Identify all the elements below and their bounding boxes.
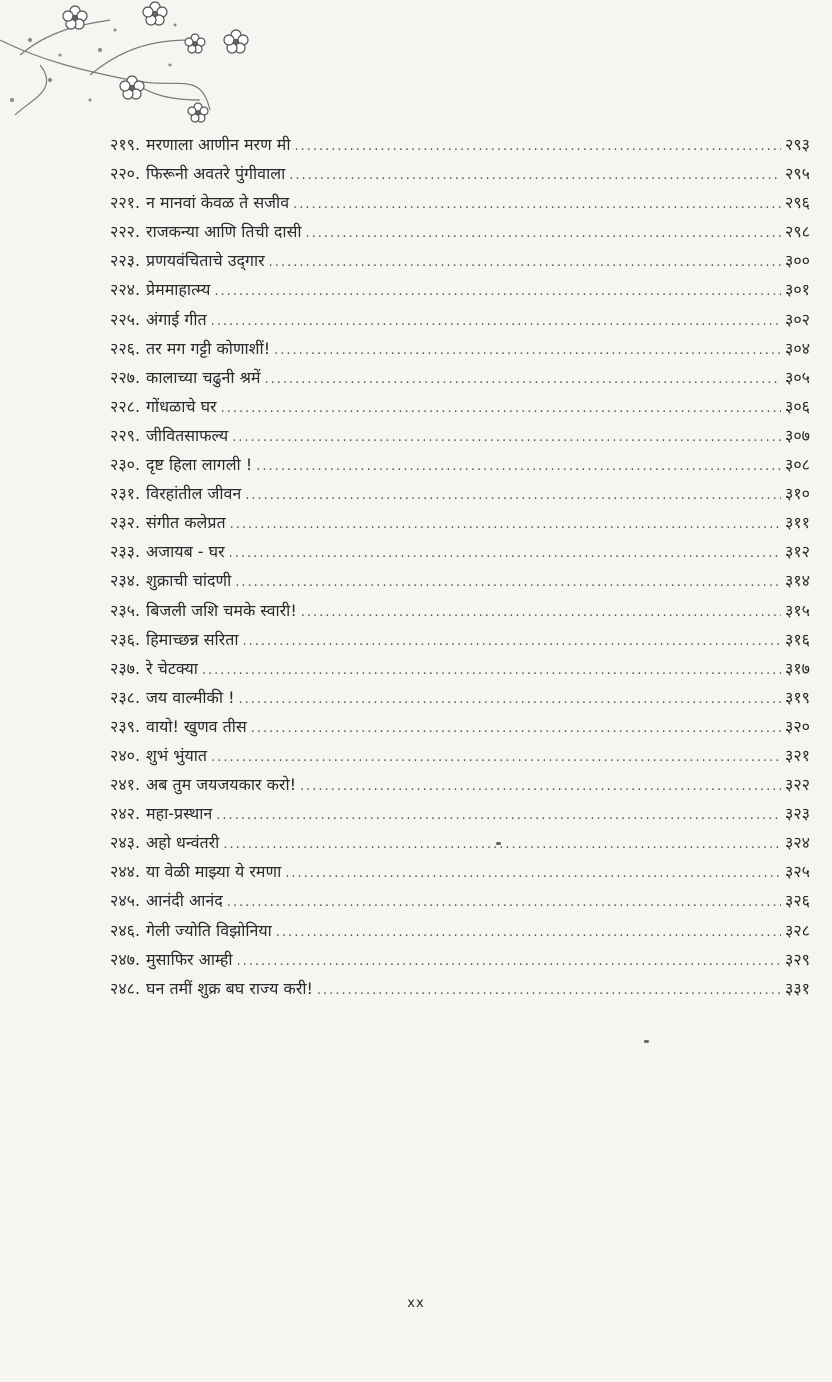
entry-number: २४४. [110, 862, 141, 882]
entry-page: ३२० [785, 716, 810, 736]
entry-number: २३४. [110, 571, 141, 591]
dot-leader [289, 168, 781, 183]
toc-entry [110, 802, 810, 831]
dot-leader [229, 546, 781, 561]
toc-entry [110, 133, 810, 162]
entry-title: प्रेममाहात्म्य [146, 280, 211, 300]
entry-title: जीवितसाफल्य [146, 425, 229, 445]
entry-page: ३११ [785, 513, 810, 533]
entry-title: या वेळी माझ्या ये रमणा [146, 862, 282, 882]
entry-number: २२६. [110, 338, 141, 358]
entry-title: अंगाई गीत [146, 309, 207, 329]
toc-entry [110, 453, 810, 482]
dot-leader [227, 895, 781, 910]
toc-entry [110, 744, 810, 773]
entry-number: २२१. [110, 193, 141, 213]
toc-entry [110, 686, 810, 715]
entry-title: शुभं भुंयात [146, 745, 208, 765]
toc-entry [110, 773, 810, 802]
entry-number: २४३. [110, 833, 141, 853]
toc-entry [110, 220, 810, 249]
dot-leader [237, 954, 782, 969]
toc-entry [110, 657, 810, 686]
entry-page: २९३ [785, 135, 810, 154]
dot-leader [293, 197, 781, 212]
toc-entry [110, 191, 810, 220]
entry-page: ३२६ [785, 891, 810, 911]
entry-number: २३८. [110, 687, 141, 707]
entry-title: गेली ज्योति विझोनिया [146, 920, 272, 940]
entry-page: ३०५ [785, 367, 810, 387]
entry-page: ३१६ [785, 629, 810, 649]
entry-title: न मानवां केवळ ते सजीव [146, 193, 290, 213]
entry-page: ३२८ [785, 920, 810, 940]
toc-entry [110, 715, 810, 744]
dot-leader [230, 517, 781, 532]
entry-number: २२३. [110, 251, 141, 271]
entry-title: अजायब - घर [146, 542, 225, 562]
dot-leader [306, 226, 782, 241]
entry-page: २९५ [785, 164, 810, 184]
dot-leader [265, 372, 782, 387]
entry-page: ३१२ [785, 542, 810, 562]
toc-entry [110, 569, 810, 598]
ink-speck [644, 1040, 649, 1043]
entry-page: ३२१ [785, 745, 810, 765]
entry-number: २४७. [110, 949, 141, 969]
dot-leader [317, 983, 781, 998]
toc-entry [110, 977, 810, 1006]
entry-page: ३१५ [785, 600, 810, 620]
dot-leader [245, 488, 781, 503]
dot-leader [202, 663, 781, 678]
dot-leader [269, 255, 781, 270]
entry-page: ३२५ [785, 862, 810, 882]
dot-leader [256, 459, 781, 474]
floral-branch-icon [0, 0, 260, 130]
entry-number: २३५. [110, 600, 141, 620]
dot-leader [214, 284, 781, 299]
toc-entry [110, 249, 810, 278]
entry-number: २३३. [110, 542, 141, 562]
dot-leader [239, 692, 782, 707]
dot-leader [235, 575, 781, 590]
entry-number: २२२. [110, 222, 141, 242]
entry-number: २२०. [110, 164, 141, 184]
entry-number: २३१. [110, 484, 141, 504]
entry-page: ३१४ [785, 571, 810, 591]
entry-number: २३२. [110, 513, 141, 533]
toc-entry [110, 860, 810, 889]
toc-entry [110, 366, 810, 395]
toc-entry [110, 599, 810, 628]
dot-leader [211, 750, 781, 765]
entry-number: २४१. [110, 775, 141, 795]
entry-title: अहो धन्वंतरी [146, 833, 220, 853]
toc-entry [110, 831, 810, 860]
entry-number: २४५. [110, 891, 141, 911]
dot-leader [285, 866, 781, 881]
entry-page: ३०४ [785, 338, 810, 358]
toc-entry [110, 482, 810, 511]
entry-page: ३०१ [785, 280, 810, 300]
entry-title: दृष्ट हिला लागली ! [146, 455, 253, 475]
dot-leader [300, 779, 781, 794]
entry-number: २४८. [110, 978, 141, 998]
toc-entry [110, 511, 810, 540]
entry-page: ३२२ [785, 775, 810, 795]
dot-leader [294, 139, 781, 154]
page-number: xx [407, 1296, 425, 1311]
toc-entry [110, 278, 810, 307]
entry-number: २२४. [110, 280, 141, 300]
entry-title: शुक्राची चांदणी [146, 571, 232, 591]
entry-page: ३०८ [785, 455, 810, 475]
dot-leader [232, 430, 781, 445]
entry-title: महा-प्रस्थान [146, 804, 213, 824]
entry-number: २२७. [110, 367, 141, 387]
entry-number: २४०. [110, 745, 141, 765]
entry-number: २४६. [110, 920, 141, 940]
dot-leader [251, 721, 781, 736]
entry-title: अब तुम जयजयकार करो! [146, 775, 297, 795]
entry-title: राजकन्या आणि तिची दासी [146, 222, 302, 242]
entry-title: विरहांतील जीवन [146, 484, 242, 504]
entry-title: मरणाला आणीन मरण मी [146, 135, 291, 154]
toc-entry [110, 628, 810, 657]
dot-leader [242, 634, 781, 649]
entry-page: ३२४ [785, 833, 810, 853]
entry-title: कालाच्या चढुनी श्रमें [146, 367, 261, 387]
toc-entry [110, 162, 810, 191]
entry-title: तर मग गट्टी कोणाशीं! [146, 338, 271, 358]
entry-number: २२५. [110, 309, 141, 329]
entry-number: २२९. [110, 425, 141, 445]
entry-page: ३२९ [785, 949, 810, 969]
entry-number: २३९. [110, 716, 141, 736]
toc-entry [110, 308, 810, 337]
entry-number: २३०. [110, 455, 141, 475]
toc-entry [110, 424, 810, 453]
entry-page: ३३१ [785, 978, 810, 998]
entry-title: आनंदी आनंद [146, 891, 223, 911]
toc-entry [110, 395, 810, 424]
dot-leader [274, 343, 781, 358]
entry-title: घन तमीं शुक्र बघ राज्य करी! [146, 978, 313, 998]
entry-number: २३७. [110, 658, 141, 678]
ink-speck [496, 842, 501, 845]
entry-page: ३०२ [785, 309, 810, 329]
entry-page: ३०७ [785, 425, 810, 445]
entry-number: २२८. [110, 396, 141, 416]
toc-entry [110, 889, 810, 918]
dot-leader [223, 837, 781, 852]
entry-number: २१९. [110, 135, 141, 154]
entry-title: बिजली जशि चमके स्वारी! [146, 600, 297, 620]
entry-title: रे चेटक्या [146, 658, 198, 678]
toc-entry [110, 337, 810, 366]
dot-leader [221, 401, 781, 416]
entry-title: हिमाच्छन्न सरिता [146, 629, 239, 649]
dot-leader [211, 314, 781, 329]
entry-page: ३०० [785, 251, 810, 271]
entry-page: २९६ [785, 193, 810, 213]
entry-title: प्रणयवंचिताचे उद्‌गार [146, 251, 265, 271]
entry-title: मुसाफिर आम्ही [146, 949, 233, 969]
dot-leader [301, 605, 781, 620]
toc-entry [110, 948, 810, 977]
entry-number: २४२. [110, 804, 141, 824]
entry-page: ३२३ [785, 804, 810, 824]
entry-title: फिरूनी अवतरे पुंगीवाला [146, 164, 286, 184]
toc-entry [110, 540, 810, 569]
entry-page: ३१० [785, 484, 810, 504]
entry-title: वायो! खुणव तीस [146, 716, 247, 736]
entry-number: २३६. [110, 629, 141, 649]
entry-page: ३०६ [785, 396, 810, 416]
entry-title: संगीत कलेप्रत [146, 513, 226, 533]
entry-page: ३१९ [785, 687, 810, 707]
entry-page: ३१७ [785, 658, 810, 678]
dot-leader [216, 808, 781, 823]
dot-leader [276, 925, 781, 940]
toc-entry [110, 919, 810, 948]
entry-page: २९८ [785, 222, 810, 242]
entry-title: गोंधळाचे घर [146, 396, 217, 416]
table-of-contents [110, 133, 810, 1006]
entry-title: जय वाल्मीकी ! [146, 687, 235, 707]
